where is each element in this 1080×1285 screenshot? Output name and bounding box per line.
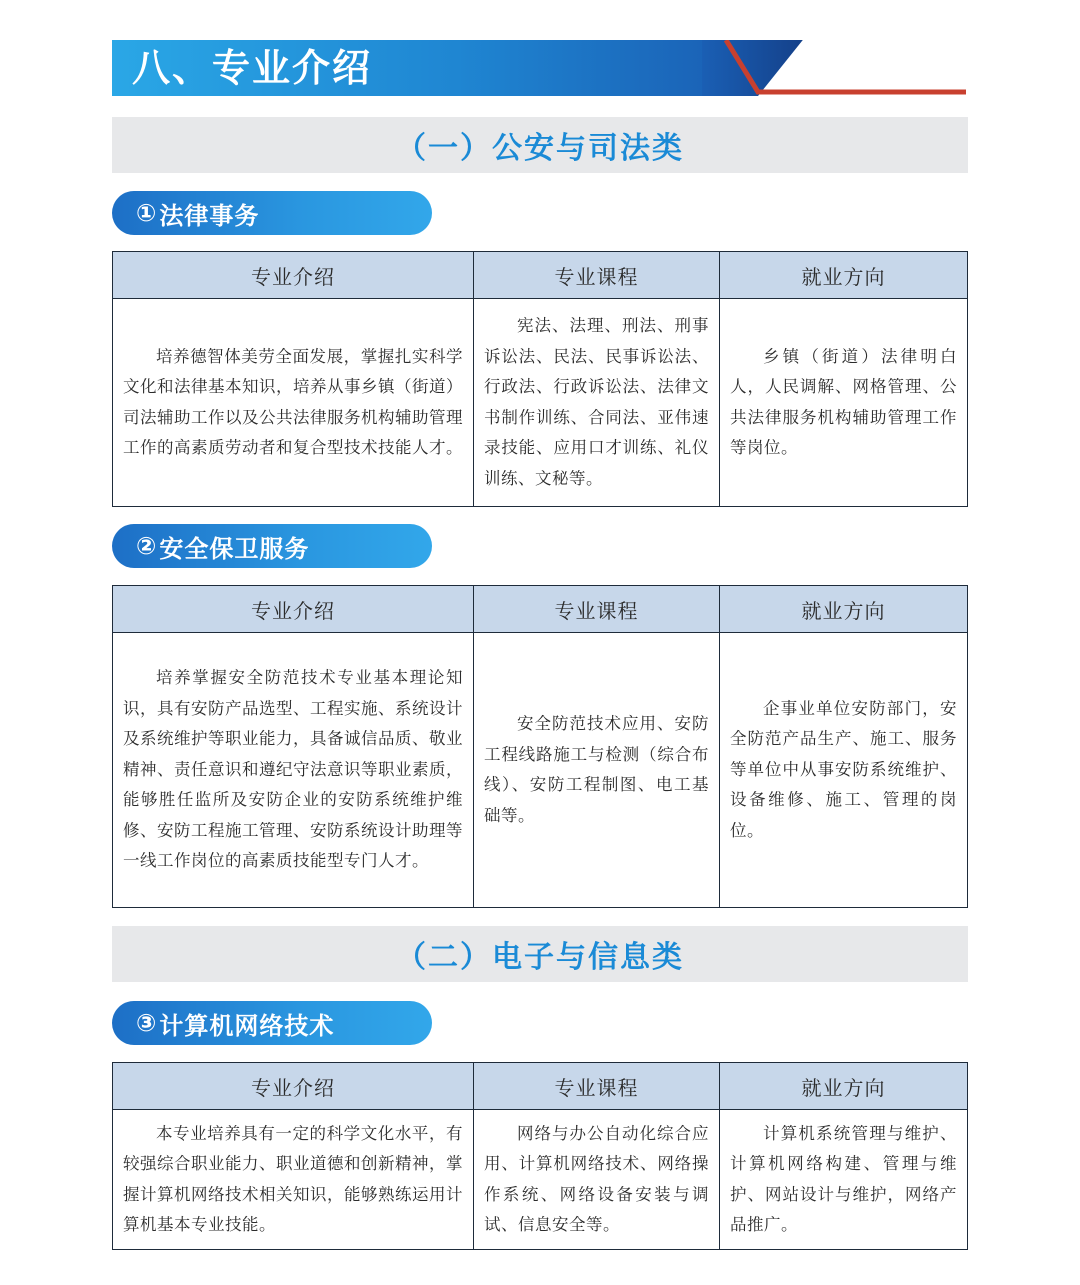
cell-intro: 本专业培养具有一定的科学文化水平，有较强综合职业能力、职业道德和创新精神，掌握计算机网络技术相关知识，能够熟练运用计算机基本专业技能。 [113, 1110, 474, 1250]
column-header-courses: 专业课程 [474, 252, 720, 299]
major-table-security-service [112, 585, 968, 908]
major-pill-computer-network [112, 1001, 432, 1045]
major-name: 法律事务 [159, 201, 260, 230]
cell-courses: 网络与办公自动化综合应用、计算机网络技术、网络操作系统、网络设备安装与调试、信息安全等。 [474, 1110, 720, 1250]
major-pill-security-service [112, 524, 432, 568]
major-number: ② [136, 532, 158, 560]
major-number: ① [136, 199, 158, 227]
major-table-legal-affairs [112, 251, 968, 507]
category-bar-public-security-law [112, 117, 968, 173]
cell-career: 企事业单位安防部门，安全防范产品生产、施工、服务等单位中从事安防系统维护、设备维修、施工、管理的岗位。 [720, 633, 968, 908]
table-row [113, 633, 968, 908]
table-header-row [113, 586, 968, 633]
major-number: ③ [136, 1009, 158, 1037]
major-pill-legal-affairs [112, 191, 432, 235]
cell-career: 乡镇（街道）法律明白人，人民调解、网格管理、公共法律服务机构辅助管理工作等岗位。 [720, 299, 968, 507]
table-row [113, 1110, 968, 1250]
cell-career: 计算机系统管理与维护、计算机网络构建、管理与维护、网站设计与维护，网络产品推广。 [720, 1110, 968, 1250]
column-header-courses: 专业课程 [474, 586, 720, 633]
cell-intro: 培养德智体美劳全面发展，掌握扎实科学文化和法律基本知识，培养从事乡镇（街道）司法辅助工作以及公共法律服务机构辅助管理工作的高素质劳动者和复合型技术技能人才。 [113, 299, 474, 507]
cell-courses: 宪法、法理、刑法、刑事诉讼法、民法、民事诉讼法、行政法、行政诉讼法、法律文书制作训练、合同法、亚伟速录技能、应用口才训练、礼仪训练、文秘等。 [474, 299, 720, 507]
table-row [113, 299, 968, 507]
category-title: （二）电子与信息类 [396, 940, 684, 975]
column-header-career: 就业方向 [720, 252, 968, 299]
column-header-intro: 专业介绍 [113, 586, 474, 633]
cell-intro: 培养掌握安全防范技术专业基本理论知识，具有安防产品选型、工程实施、系统设计及系统维护等职业能力，具备诚信品质、敬业精神、责任意识和遵纪守法意识等职业素质，能够胜任监所及安防企业的安防系统维护维修、安防工程施工管理、安防系统设计助理等一线工作岗位的高素质技能型专门人才。 [113, 633, 474, 908]
table-header-row [113, 1063, 968, 1110]
page-title: 八、专业介绍 [132, 46, 373, 90]
section-header-banner [112, 40, 968, 98]
column-header-intro: 专业介绍 [113, 252, 474, 299]
header-red-accent-line [724, 40, 966, 96]
category-bar-electronics-information [112, 926, 968, 982]
column-header-career: 就业方向 [720, 1063, 968, 1110]
major-name: 计算机网络技术 [159, 1011, 335, 1040]
table-header-row [113, 252, 968, 299]
column-header-intro: 专业介绍 [113, 1063, 474, 1110]
major-name: 安全保卫服务 [159, 534, 310, 563]
column-header-courses: 专业课程 [474, 1063, 720, 1110]
major-table-computer-network [112, 1062, 968, 1250]
cell-courses: 安全防范技术应用、安防工程线路施工与检测（综合布线）、安防工程制图、电工基础等。 [474, 633, 720, 908]
column-header-career: 就业方向 [720, 586, 968, 633]
category-title: （一）公安与司法类 [396, 131, 684, 166]
